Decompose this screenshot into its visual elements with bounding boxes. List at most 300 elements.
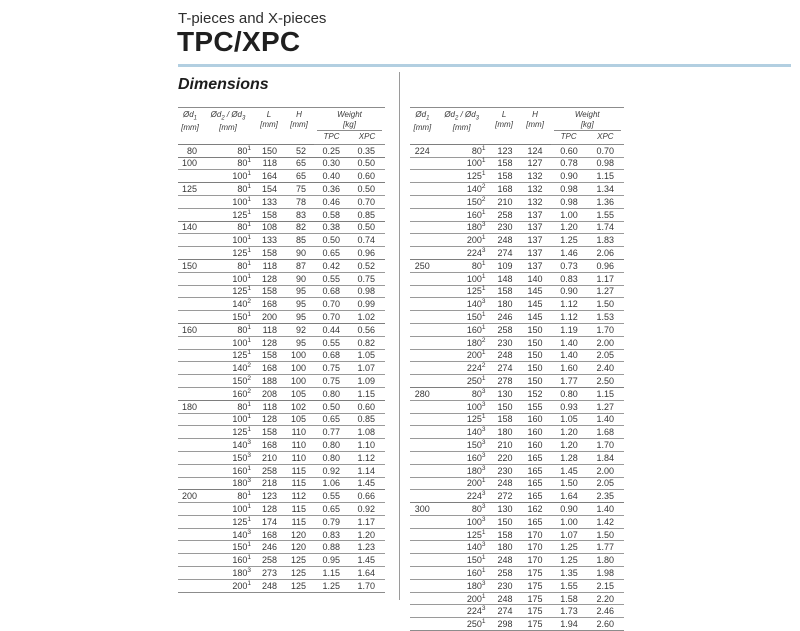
- cell-h: 65: [284, 170, 314, 183]
- cell-h: 85: [284, 234, 314, 247]
- cell-tpc: 1.45: [551, 464, 587, 477]
- col-header-xpc: XPC: [587, 131, 624, 144]
- footnote-ref: 3: [481, 515, 486, 523]
- cell-l: 188: [254, 375, 284, 388]
- cell-d2d3: $200^1$: [435, 349, 489, 362]
- table-row: [410, 567, 624, 580]
- col-header-da: $Ød_1$ [mm]: [178, 108, 202, 145]
- cell-xpc: 1.15: [349, 387, 385, 400]
- cell-h: 152: [520, 387, 551, 400]
- cell-tpc: 0.80: [314, 387, 349, 400]
- cell-da: [410, 195, 435, 208]
- footnote-ref: 2: [481, 336, 486, 344]
- table-row: [178, 247, 385, 260]
- cell-da: [410, 170, 435, 183]
- cell-xpc: 0.35: [349, 144, 385, 157]
- cell-xpc: 1.74: [587, 221, 624, 234]
- cell-tpc: 0.65: [314, 413, 349, 426]
- cell-da: [410, 490, 435, 503]
- footnote-ref: 1: [247, 208, 251, 216]
- cell-h: 145: [520, 311, 551, 324]
- cell-l: 273: [254, 567, 284, 580]
- cell-l: 150: [489, 515, 520, 528]
- cell-da: [410, 426, 435, 439]
- footnote-ref: 1: [247, 490, 251, 498]
- cell-d2d3: $125^1$: [435, 285, 489, 298]
- col-header-h: H [mm]: [520, 108, 551, 145]
- footnote-ref: 1: [247, 579, 251, 587]
- cell-tpc: 1.77: [551, 375, 587, 388]
- cell-h: 162: [520, 503, 551, 516]
- cell-l: 248: [489, 554, 520, 567]
- cell-l: 230: [489, 579, 520, 592]
- footnote-ref: 1: [247, 464, 251, 472]
- table-row: [178, 170, 385, 183]
- table-row: [410, 426, 624, 439]
- table-row: [410, 605, 624, 618]
- cell-da: [178, 515, 202, 528]
- footnote-ref: 1: [247, 144, 251, 152]
- cell-da: [178, 311, 202, 324]
- cell-da: [178, 439, 202, 452]
- cell-l: 158: [489, 528, 520, 541]
- footnote-ref: 3: [481, 490, 486, 498]
- cell-l: 248: [489, 349, 520, 362]
- cell-xpc: 1.10: [349, 439, 385, 452]
- cell-l: 130: [489, 387, 520, 400]
- cell-da: [410, 183, 435, 196]
- cell-tpc: 1.25: [551, 554, 587, 567]
- footnote-ref: 1: [247, 323, 251, 331]
- cell-da: [178, 541, 202, 554]
- cell-xpc: 1.55: [587, 208, 624, 221]
- cell-d2d3: $250^1$: [435, 618, 489, 631]
- table-row: [410, 387, 624, 400]
- cell-da: 250: [410, 259, 435, 272]
- table-row: [178, 221, 385, 234]
- cell-tpc: 1.19: [551, 323, 587, 336]
- table-row: [410, 170, 624, 183]
- cell-h: 150: [520, 323, 551, 336]
- table-row: [178, 349, 385, 362]
- cell-da: [178, 234, 202, 247]
- table-row: [410, 298, 624, 311]
- footnote-ref: 1: [247, 272, 251, 280]
- cell-tpc: 0.65: [314, 247, 349, 260]
- cell-xpc: 1.45: [349, 477, 385, 490]
- cell-h: 100: [284, 349, 314, 362]
- cell-da: [178, 336, 202, 349]
- cell-d2d3: $100^1$: [202, 503, 254, 516]
- cell-xpc: 0.92: [349, 503, 385, 516]
- cell-d2d3: $180^3$: [435, 221, 489, 234]
- table-row: [178, 503, 385, 516]
- cell-tpc: 1.35: [551, 567, 587, 580]
- cell-da: [178, 413, 202, 426]
- cell-h: 165: [520, 464, 551, 477]
- table-row: [410, 195, 624, 208]
- cell-xpc: 1.07: [349, 362, 385, 375]
- cell-da: [410, 375, 435, 388]
- table-row: [410, 515, 624, 528]
- cell-h: 90: [284, 272, 314, 285]
- cell-xpc: 1.08: [349, 426, 385, 439]
- cell-tpc: 1.25: [551, 234, 587, 247]
- cell-d2d3: $125^1$: [202, 208, 254, 221]
- footnote-ref: 1: [247, 541, 251, 549]
- cell-l: 278: [489, 375, 520, 388]
- cell-tpc: 1.15: [314, 567, 349, 580]
- cell-h: 155: [520, 400, 551, 413]
- cell-da: [410, 477, 435, 490]
- cell-xpc: 1.70: [587, 439, 624, 452]
- cell-tpc: 0.50: [314, 234, 349, 247]
- cell-d2d3: $150^1$: [435, 554, 489, 567]
- footnote-ref: 1: [247, 183, 251, 191]
- cell-h: 137: [520, 208, 551, 221]
- cell-h: 170: [520, 541, 551, 554]
- footnote-ref: 1: [247, 311, 251, 319]
- cell-xpc: 0.60: [349, 400, 385, 413]
- cell-xpc: 0.85: [349, 208, 385, 221]
- cell-d2d3: $150^3$: [435, 439, 489, 452]
- cell-d2d3: $100^1$: [202, 413, 254, 426]
- cell-h: 132: [520, 170, 551, 183]
- cell-h: 145: [520, 298, 551, 311]
- cell-tpc: 0.90: [551, 170, 587, 183]
- cell-d2d3: $140^2$: [435, 183, 489, 196]
- cell-da: [410, 311, 435, 324]
- cell-da: [410, 451, 435, 464]
- footnote-ref: 1: [481, 554, 486, 562]
- col-header-d2d3: $Ød_2$ / $Ød_3$ [mm]: [435, 108, 489, 145]
- cell-h: 100: [284, 375, 314, 388]
- cell-h: 150: [520, 375, 551, 388]
- cell-tpc: 0.70: [314, 298, 349, 311]
- footnote-ref: 1: [481, 618, 486, 626]
- cell-l: 180: [489, 426, 520, 439]
- cell-l: 274: [489, 247, 520, 260]
- cell-d2d3: $80^1$: [202, 183, 254, 196]
- cell-h: 125: [284, 554, 314, 567]
- cell-h: 150: [520, 349, 551, 362]
- footnote-ref: 1: [247, 502, 251, 510]
- cell-tpc: 0.75: [314, 362, 349, 375]
- cell-l: 128: [254, 413, 284, 426]
- cell-h: 137: [520, 234, 551, 247]
- cell-l: 128: [254, 336, 284, 349]
- cell-da: [410, 579, 435, 592]
- cell-l: 133: [254, 234, 284, 247]
- footnote-ref: 1: [481, 592, 486, 600]
- col-header-d2d3: $Ød_2$ / $Ød_3$ [mm]: [202, 108, 254, 145]
- cell-l: 168: [254, 439, 284, 452]
- cell-xpc: 0.98: [587, 157, 624, 170]
- footnote-ref: 2: [247, 375, 251, 383]
- cell-h: 115: [284, 477, 314, 490]
- cell-da: [410, 413, 435, 426]
- cell-l: 158: [254, 349, 284, 362]
- cell-tpc: 0.58: [314, 208, 349, 221]
- footnote-ref: 1: [247, 157, 251, 165]
- cell-xpc: 1.17: [349, 515, 385, 528]
- cell-da: [178, 579, 202, 592]
- cell-h: 125: [284, 567, 314, 580]
- cell-h: 115: [284, 464, 314, 477]
- cell-d2d3: $80^1$: [202, 259, 254, 272]
- cell-d2d3: $180^3$: [435, 579, 489, 592]
- cell-da: [410, 208, 435, 221]
- cell-xpc: 0.66: [349, 490, 385, 503]
- cell-tpc: 0.98: [551, 183, 587, 196]
- footnote-ref: 3: [481, 221, 486, 229]
- cell-da: [178, 554, 202, 567]
- cell-d2d3: $80^1$: [435, 144, 489, 157]
- table-row: [410, 272, 624, 285]
- cell-h: 95: [284, 285, 314, 298]
- cell-da: 280: [410, 387, 435, 400]
- cell-da: [410, 336, 435, 349]
- cell-da: 125: [178, 183, 202, 196]
- cell-da: [178, 247, 202, 260]
- cell-d2d3: $150^1$: [435, 311, 489, 324]
- cell-h: 175: [520, 618, 551, 631]
- footnote-ref: 1: [247, 400, 251, 408]
- cell-xpc: 1.27: [587, 400, 624, 413]
- cell-xpc: 2.00: [587, 336, 624, 349]
- table-row: [178, 272, 385, 285]
- cell-d2d3: $200^1$: [435, 477, 489, 490]
- cell-da: [178, 387, 202, 400]
- cell-d2d3: $100^1$: [202, 195, 254, 208]
- cell-tpc: 0.80: [314, 451, 349, 464]
- cell-xpc: 1.84: [587, 451, 624, 464]
- cell-da: [410, 272, 435, 285]
- table-row: [410, 464, 624, 477]
- cell-d2d3: $180^3$: [202, 567, 254, 580]
- cell-xpc: 1.40: [587, 413, 624, 426]
- cell-xpc: 2.05: [587, 477, 624, 490]
- cell-tpc: 0.75: [314, 375, 349, 388]
- cell-l: 258: [254, 554, 284, 567]
- cell-d2d3: $150^2$: [202, 375, 254, 388]
- table-row: [178, 375, 385, 388]
- cell-tpc: 1.00: [551, 515, 587, 528]
- cell-h: 160: [520, 439, 551, 452]
- cell-d2d3: $224^3$: [435, 490, 489, 503]
- accent-rule: [178, 64, 791, 67]
- footnote-ref: 1: [247, 515, 251, 523]
- footnote-ref: 3: [481, 426, 486, 434]
- cell-da: [410, 285, 435, 298]
- cell-tpc: 1.25: [551, 541, 587, 554]
- cell-xpc: 0.82: [349, 336, 385, 349]
- table-row: [178, 387, 385, 400]
- footnote-ref: 3: [247, 451, 251, 459]
- cell-h: 145: [520, 285, 551, 298]
- cell-xpc: 0.98: [349, 285, 385, 298]
- cell-l: 158: [489, 413, 520, 426]
- col-header-l: L [mm]: [254, 108, 284, 145]
- cell-tpc: 1.28: [551, 451, 587, 464]
- cell-l: 123: [254, 490, 284, 503]
- dimensions-table-right: [410, 107, 624, 631]
- cell-l: 123: [489, 144, 520, 157]
- col-header-da: $Ød_1$ [mm]: [410, 108, 435, 145]
- cell-l: 133: [254, 195, 284, 208]
- dimensions-table-left: [178, 107, 385, 593]
- cell-xpc: 1.70: [349, 579, 385, 592]
- cell-h: 137: [520, 247, 551, 260]
- cell-l: 150: [254, 144, 284, 157]
- cell-xpc: 0.52: [349, 259, 385, 272]
- footnote-ref: 3: [481, 451, 486, 459]
- cell-da: 160: [178, 323, 202, 336]
- cell-h: 137: [520, 221, 551, 234]
- cell-xpc: 1.45: [349, 554, 385, 567]
- cell-tpc: 1.20: [551, 426, 587, 439]
- cell-l: 180: [489, 541, 520, 554]
- cell-h: 120: [284, 541, 314, 554]
- cell-tpc: 0.38: [314, 221, 349, 234]
- table-row: [410, 439, 624, 452]
- cell-tpc: 1.25: [314, 579, 349, 592]
- cell-xpc: 2.46: [587, 605, 624, 618]
- footnote-ref: 1: [481, 349, 486, 357]
- table-row: [178, 464, 385, 477]
- cell-da: [410, 439, 435, 452]
- cell-l: 246: [254, 541, 284, 554]
- cell-d2d3: $80^1$: [202, 157, 254, 170]
- cell-l: 154: [254, 183, 284, 196]
- cell-l: 230: [489, 221, 520, 234]
- cell-d2d3: $140^2$: [202, 362, 254, 375]
- cell-xpc: 2.60: [587, 618, 624, 631]
- cell-h: 112: [284, 490, 314, 503]
- cell-xpc: 1.64: [349, 567, 385, 580]
- footnote-ref: 3: [481, 502, 486, 510]
- cell-l: 220: [489, 451, 520, 464]
- table-row: [178, 515, 385, 528]
- cell-h: 95: [284, 336, 314, 349]
- table-row: [178, 451, 385, 464]
- footnote-ref: 1: [481, 477, 486, 485]
- cell-d2d3: $160^1$: [435, 323, 489, 336]
- cell-l: 248: [489, 477, 520, 490]
- table-row: [178, 439, 385, 452]
- cell-d2d3: $150^3$: [202, 451, 254, 464]
- cell-l: 168: [254, 528, 284, 541]
- col-header-weight: Weight [kg]: [314, 108, 385, 132]
- cell-d2d3: $100^1$: [202, 336, 254, 349]
- footnote-ref: 1: [247, 247, 251, 255]
- cell-tpc: 0.70: [314, 311, 349, 324]
- footnote-ref: 3: [481, 247, 486, 255]
- cell-l: 158: [489, 170, 520, 183]
- cell-tpc: 0.25: [314, 144, 349, 157]
- cell-xpc: 1.68: [587, 426, 624, 439]
- cell-tpc: 0.55: [314, 272, 349, 285]
- cell-h: 124: [520, 144, 551, 157]
- cell-tpc: 1.20: [551, 221, 587, 234]
- cell-d2d3: $180^3$: [202, 477, 254, 490]
- cell-l: 210: [489, 195, 520, 208]
- cell-l: 128: [254, 272, 284, 285]
- cell-h: 175: [520, 605, 551, 618]
- table-row: [178, 400, 385, 413]
- cell-da: 200: [178, 490, 202, 503]
- table-row: [178, 285, 385, 298]
- cell-d2d3: $80^1$: [202, 144, 254, 157]
- cell-d2d3: $200^1$: [435, 592, 489, 605]
- cell-xpc: 1.77: [587, 541, 624, 554]
- cell-tpc: 0.95: [314, 554, 349, 567]
- footnote-ref: 1: [481, 413, 486, 421]
- cell-h: 165: [520, 515, 551, 528]
- cell-h: 102: [284, 400, 314, 413]
- col-header-l: L [mm]: [489, 108, 520, 145]
- footnote-ref: 3: [481, 439, 486, 446]
- cell-h: 140: [520, 272, 551, 285]
- cell-h: 65: [284, 157, 314, 170]
- cell-d2d3: $100^1$: [202, 272, 254, 285]
- cell-h: 160: [520, 413, 551, 426]
- table-row: [178, 298, 385, 311]
- cell-tpc: 1.06: [314, 477, 349, 490]
- cell-xpc: 1.09: [349, 375, 385, 388]
- cell-h: 100: [284, 362, 314, 375]
- cell-d2d3: $140^3$: [435, 541, 489, 554]
- cell-d2d3: $125^1$: [435, 413, 489, 426]
- cell-l: 118: [254, 259, 284, 272]
- cell-tpc: 0.92: [314, 464, 349, 477]
- cell-h: 105: [284, 387, 314, 400]
- cell-tpc: 0.68: [314, 349, 349, 362]
- table-row: [178, 426, 385, 439]
- table-row: [410, 413, 624, 426]
- footnote-ref: 3: [247, 439, 251, 446]
- cell-l: 164: [254, 170, 284, 183]
- table-header: [410, 108, 624, 145]
- table-row: [178, 157, 385, 170]
- cell-xpc: 2.20: [587, 592, 624, 605]
- cell-da: [410, 234, 435, 247]
- cell-l: 210: [489, 439, 520, 452]
- cell-da: [410, 592, 435, 605]
- table-row: [178, 259, 385, 272]
- footnote-ref: 1: [247, 221, 251, 229]
- cell-tpc: 1.12: [551, 311, 587, 324]
- cell-d2d3: $80^1$: [435, 259, 489, 272]
- cell-xpc: 1.27: [587, 285, 624, 298]
- cell-da: [178, 464, 202, 477]
- cell-l: 158: [489, 285, 520, 298]
- cell-h: 95: [284, 298, 314, 311]
- cell-h: 115: [284, 503, 314, 516]
- footnote-ref: 1: [247, 426, 251, 434]
- cell-h: 90: [284, 247, 314, 260]
- cell-xpc: 1.14: [349, 464, 385, 477]
- cell-xpc: 1.80: [587, 554, 624, 567]
- cell-tpc: 0.36: [314, 183, 349, 196]
- table-row: [410, 157, 624, 170]
- cell-d2d3: $80^3$: [435, 503, 489, 516]
- cell-da: [410, 528, 435, 541]
- cell-d2d3: $160^2$: [202, 387, 254, 400]
- cell-d2d3: $160^1$: [202, 554, 254, 567]
- cell-d2d3: $80^1$: [202, 221, 254, 234]
- cell-l: 180: [489, 298, 520, 311]
